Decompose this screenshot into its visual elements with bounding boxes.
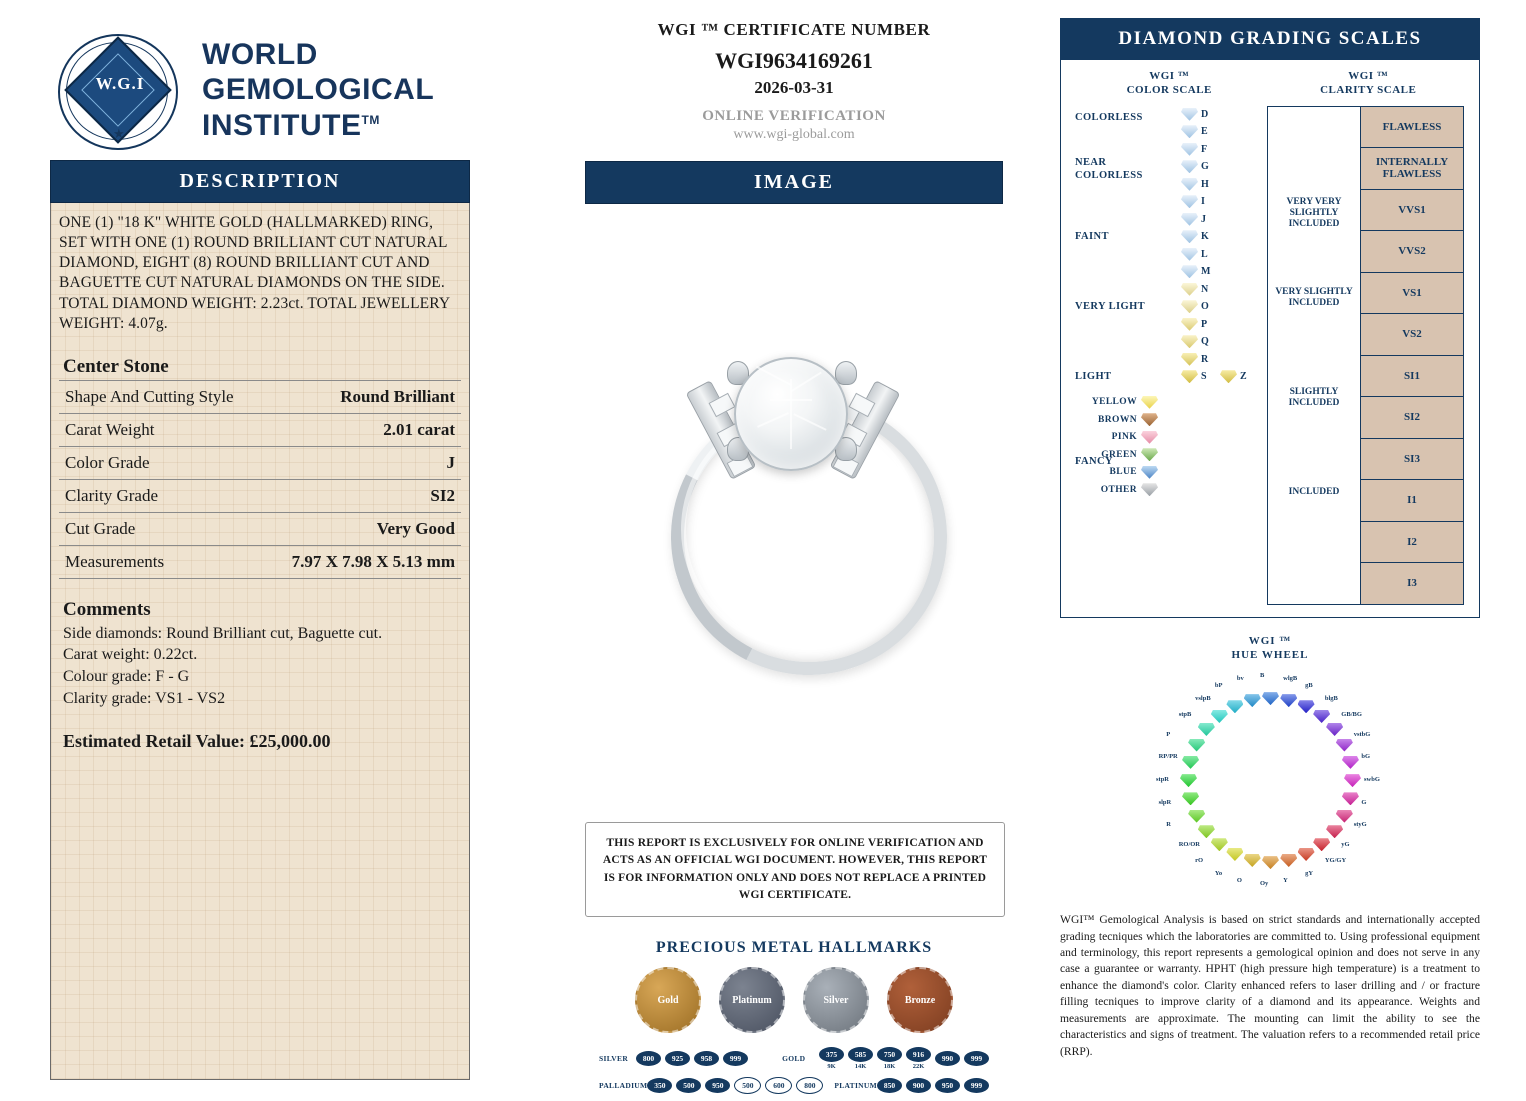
hue-label: slpR	[1158, 799, 1172, 807]
fancy-gem-icon	[1141, 483, 1158, 496]
hallmark-karat: 9K	[827, 1063, 836, 1070]
diamond-gem-icon	[1181, 195, 1198, 208]
hue-gem-icon	[1182, 756, 1199, 769]
logo-mark-text: W.G.I	[95, 74, 145, 93]
color-letter: S	[1201, 371, 1207, 383]
table-row	[59, 413, 461, 446]
hue-label: vslpB	[1195, 694, 1211, 702]
hue-label: Oy	[1260, 880, 1269, 888]
spec-value: SI2	[263, 479, 461, 512]
spec-label: Cut Grade	[59, 512, 263, 545]
online-verification-label: ONLINE VERIFICATION	[702, 108, 886, 124]
fancy-color-label: GREEN	[1101, 449, 1137, 460]
scales-headers	[1071, 70, 1469, 98]
color-letter: Z	[1240, 371, 1247, 383]
hallmark-label: SILVER	[599, 1054, 629, 1063]
color-group: FAINT	[1075, 230, 1109, 242]
table-row	[59, 380, 461, 413]
hallmarks-title: PRECIOUS METAL HALLMARKS	[655, 939, 933, 956]
hue-label: Y	[1283, 877, 1288, 885]
hue-gem-icon	[1342, 756, 1359, 769]
hue-label: stpR	[1156, 776, 1170, 784]
clarity-group-labels	[1268, 107, 1361, 604]
diamond-gem-icon	[1181, 143, 1198, 156]
certificate-title: WGI ™ CERTIFICATE NUMBER	[657, 20, 931, 39]
hue-gem-icon	[1226, 700, 1243, 713]
hallmark-karat: 22K	[912, 1063, 925, 1070]
ring-photo	[585, 204, 1003, 804]
hallmark-chip: 585	[848, 1047, 873, 1062]
color-group: VERY LIGHT	[1075, 300, 1146, 312]
hallmark-chip: 950	[935, 1078, 960, 1093]
hue-label: R	[1166, 821, 1171, 829]
hue-gem-icon	[1298, 848, 1315, 861]
hallmark-label: PALLADIUM	[599, 1081, 648, 1090]
fancy-gem-icon	[1141, 448, 1158, 461]
hallmark-table	[599, 1047, 989, 1094]
diamond-gem-icon	[1181, 248, 1198, 261]
spec-value: J	[263, 446, 461, 479]
hue-gem-icon	[1188, 810, 1205, 823]
color-letter: N	[1201, 283, 1209, 295]
clarity-grade: VS1	[1361, 273, 1463, 315]
certificate-number: WGI9634169261	[715, 48, 873, 73]
hue-label: O	[1236, 877, 1242, 885]
report-disclaimer: THIS REPORT IS EXCLUSIVELY FOR ONLINE VERIFICATION AND ACTS AS AN OFFICIAL WGI DOCUMENT. HOWEVER, THIS REPORT IS FOR INFORMATION ONLY AND DOES NOT REPLACE A PRINTED WGI CERTIFICATE.	[585, 822, 1005, 917]
clarity-grade: SI1	[1361, 356, 1463, 398]
hue-gem-icon	[1313, 838, 1330, 851]
hue-gem-icon	[1198, 723, 1215, 736]
table-row	[59, 479, 461, 512]
hue-label: GB/BG	[1341, 711, 1362, 719]
hallmark-label: GOLD	[782, 1054, 806, 1063]
hue-label: bG	[1361, 752, 1371, 760]
table-row	[59, 446, 461, 479]
spec-value: Round Brilliant	[263, 380, 461, 413]
center-diamond	[734, 357, 848, 471]
diamond-gem-icon	[1181, 178, 1198, 191]
color-letter: F	[1201, 143, 1208, 155]
clarity-grade: SI3	[1361, 439, 1463, 481]
image-banner: IMAGE	[585, 161, 1003, 204]
wgi-logo-icon	[50, 30, 190, 150]
fancy-color-label: OTHER	[1100, 484, 1137, 495]
hallmark-chip: 990	[935, 1051, 960, 1066]
hallmark-chip: 916	[906, 1047, 931, 1062]
verification-url[interactable]: www.wgi-global.com	[733, 127, 855, 142]
color-letter: E	[1201, 126, 1208, 138]
silver-seal-icon: Silver	[803, 967, 869, 1033]
metal-seals	[585, 967, 1003, 1033]
comments-title: Comments	[63, 598, 151, 620]
color-letter: L	[1201, 248, 1208, 260]
clarity-group: VERY VERY SLIGHTLY INCLUDED	[1286, 196, 1342, 230]
diamond-gem-icon	[1181, 160, 1198, 173]
clarity-grades	[1361, 107, 1463, 604]
color-group-labels	[1071, 106, 1181, 605]
logo-line-2: GEMOLOGICAL	[202, 73, 435, 107]
hue-label: styG	[1353, 821, 1367, 829]
clarity-grade: VS2	[1361, 314, 1463, 356]
hue-wheel-title-line2: HUE WHEEL	[1231, 648, 1309, 661]
hue-gem-icon	[1244, 854, 1261, 867]
clarity-grade: I2	[1361, 522, 1463, 564]
color-letter: G	[1201, 161, 1209, 173]
comment-line: Colour grade: F - G	[63, 668, 190, 686]
certificate-date: 2026-03-31	[754, 78, 834, 97]
comment-line: Clarity grade: VS1 - VS2	[63, 689, 226, 707]
hue-label: G	[1361, 799, 1367, 807]
hue-label: YG/GY	[1324, 857, 1347, 865]
center-stone-table	[59, 380, 461, 579]
diamond-gem-icon	[1181, 353, 1198, 366]
platinum-seal-icon: Platinum	[719, 967, 785, 1033]
hue-label: bv	[1236, 674, 1244, 682]
color-letter: H	[1201, 178, 1209, 190]
clarity-group: INCLUDED	[1288, 486, 1340, 497]
hue-label: bP	[1214, 682, 1223, 690]
hue-label: vstbG	[1353, 730, 1371, 738]
spec-value: Very Good	[263, 512, 461, 545]
hue-gem-icon	[1188, 739, 1205, 752]
hue-gem-icon	[1326, 723, 1343, 736]
logo-tm: TM	[361, 112, 380, 127]
hallmark-chip: 999	[964, 1078, 989, 1093]
gold-seal-icon: Gold	[635, 967, 701, 1033]
spec-label: Measurements	[59, 545, 263, 578]
hue-label: Yo	[1214, 869, 1223, 877]
diamond-gem-icon	[1181, 318, 1198, 331]
color-letter: D	[1201, 108, 1209, 120]
color-letter: P	[1201, 318, 1208, 330]
diamond-gem-icon	[1181, 108, 1198, 121]
fancy-color-label: PINK	[1111, 432, 1137, 443]
hallmark-chip: 750	[877, 1047, 902, 1062]
color-letter: M	[1201, 266, 1211, 278]
hallmark-karat: 18K	[883, 1063, 896, 1070]
clarity-grade: VVS2	[1361, 231, 1463, 273]
spec-label: Carat Weight	[59, 413, 263, 446]
hue-label: gY	[1305, 869, 1314, 877]
hue-gem-icon	[1262, 692, 1279, 705]
hue-gem-icon	[1280, 694, 1297, 707]
hallmark-chip: 900	[906, 1078, 931, 1093]
ring-illustration	[629, 339, 959, 669]
hallmark-chip: 375	[819, 1047, 844, 1062]
hue-gem-icon	[1280, 854, 1297, 867]
hue-wheel-title-line1: WGI ™	[1248, 634, 1292, 647]
grading-scales-banner: DIAMOND GRADING SCALES	[1060, 18, 1480, 60]
fancy-gem-icon	[1141, 466, 1158, 479]
hallmark-chip: 999	[964, 1051, 989, 1066]
hue-wheel	[1120, 668, 1420, 898]
hue-label: stpB	[1178, 711, 1192, 719]
spec-value: 7.97 X 7.98 X 5.13 mm	[263, 545, 461, 578]
hue-gem-icon	[1336, 739, 1353, 752]
hallmark-chip: 500	[734, 1077, 761, 1094]
hue-gem-icon	[1198, 825, 1215, 838]
color-group: COLORLESS	[1075, 111, 1143, 123]
color-letter: Q	[1201, 336, 1209, 348]
fancy-gem-icon	[1141, 413, 1158, 426]
diamond-gem-icon	[1181, 283, 1198, 296]
clarity-grade: VVS1	[1361, 190, 1463, 232]
hue-label: blgB	[1324, 694, 1338, 702]
color-letter: R	[1201, 353, 1209, 365]
fancy-gem-icon	[1141, 431, 1158, 444]
diamond-gem-icon	[1181, 370, 1198, 383]
hue-gem-icon	[1226, 848, 1243, 861]
clarity-grade: INTERNALLY FLAWLESS	[1361, 148, 1463, 190]
grading-scales-panel	[1060, 60, 1480, 618]
diamond-gem-icon	[1181, 265, 1198, 278]
description-body: ONE (1) "18 K" WHITE GOLD (HALLMARKED) RING, SET WITH ONE (1) ROUND BRILLIANT CUT NATURAL DIAMOND, EIGHT (8) ROUND BRILLIANT CUT AND BAGUETTE CUT NATURAL DIAMONDS ON THE SIDE. TOTAL DIAMOND WEIGHT: 2.23ct. TOTAL JEWELLERY WEIGHT: 4.07g.	[59, 214, 450, 332]
color-scale-subtitle: COLOR SCALE	[1126, 83, 1212, 96]
center-stone-title: Center Stone	[63, 355, 169, 377]
clarity-group: SLIGHTLY INCLUDED	[1288, 386, 1340, 408]
hue-gem-icon	[1182, 792, 1199, 805]
hue-label: wlgB	[1283, 674, 1298, 682]
hue-label: RP/PR	[1158, 752, 1178, 760]
clarity-scale-title: WGI ™	[1348, 70, 1389, 82]
clarity-grade: I1	[1361, 480, 1463, 522]
hallmark-chip: 999	[723, 1051, 748, 1066]
table-row	[59, 545, 461, 578]
diamond-gem-icon	[1181, 300, 1198, 313]
logo-line-3: INSTITUTE	[202, 108, 362, 142]
hallmark-chip: 500	[676, 1078, 701, 1093]
fancy-gem-icon	[1141, 396, 1158, 409]
hallmark-chip: 950	[705, 1078, 730, 1093]
hue-label: gB	[1305, 682, 1313, 690]
fancy-color-label: YELLOW	[1091, 397, 1137, 408]
hallmark-chip: 600	[765, 1077, 792, 1094]
logo-line-1: WORLD	[202, 37, 318, 71]
estimated-retail-value: Estimated Retail Value: £25,000.00	[63, 731, 331, 752]
logo-wordmark	[202, 37, 434, 143]
color-group: FANCY	[1075, 455, 1113, 467]
color-letter: O	[1201, 301, 1209, 313]
hue-gem-icon	[1313, 710, 1330, 723]
right-column	[1060, 18, 1480, 1060]
clarity-scale-table	[1267, 106, 1464, 605]
hue-label: yG	[1341, 840, 1350, 848]
left-column	[50, 20, 470, 1080]
hallmark-row-silver	[599, 1047, 989, 1070]
hue-gem-icon	[1211, 710, 1228, 723]
hue-gem-icon	[1244, 694, 1261, 707]
hue-gem-icon	[1298, 700, 1315, 713]
diamond-gem-icon	[1181, 125, 1198, 138]
clarity-grade: I3	[1361, 563, 1463, 604]
diamond-gem-icon	[1181, 230, 1198, 243]
hallmark-chip: 800	[636, 1051, 661, 1066]
hue-gem-icon	[1336, 810, 1353, 823]
hue-gem-icon	[1344, 774, 1361, 787]
fancy-color-label: BROWN	[1098, 414, 1137, 425]
hue-label: RO/OR	[1178, 840, 1200, 848]
hue-gem-icon	[1180, 774, 1197, 787]
hallmark-chip: 850	[877, 1078, 902, 1093]
table-row	[59, 512, 461, 545]
middle-column	[585, 20, 1003, 1101]
comment-line: Side diamonds: Round Brilliant cut, Baguette cut.	[63, 624, 383, 642]
spec-label: Color Grade	[59, 446, 263, 479]
hue-label: B	[1260, 672, 1265, 680]
hue-wheel-title	[1060, 634, 1480, 663]
hue-gem-icon	[1211, 838, 1228, 851]
scale-body	[1071, 106, 1469, 605]
footer-disclaimer: WGI™ Gemological Analysis is based on strict standards and internationally accepted grading tecniques which the laboratories are committed to. Using professional equipment and terminology, this report represents a gemological opinion and does not serve in any case a guarantee or warranty. HPHT (high pressure high temperature) is a treatment to enhance the diamond's color. Clarity enhanced refers to laser drilling and / or fracture filling tecniques to improve clarity of a diamond and its appearance. Weights and measurements are approximate. The mounting can limit the ability to see the characteristics and signs of treatment. The valuation refers to a recommended retail price (RRP).	[1060, 913, 1480, 1058]
hue-label: rO	[1195, 857, 1204, 865]
certificate-header	[585, 20, 1003, 143]
hue-label: swbG	[1364, 776, 1380, 784]
clarity-scale-subtitle: CLARITY SCALE	[1320, 83, 1417, 96]
color-letter: J	[1201, 213, 1206, 225]
fancy-color-label: BLUE	[1109, 467, 1137, 478]
color-group: NEAR COLORLESS	[1075, 156, 1143, 181]
spec-label: Shape And Cutting Style	[59, 380, 263, 413]
clarity-group: VERY SLIGHTLY INCLUDED	[1275, 286, 1353, 308]
color-letter: K	[1201, 231, 1209, 243]
description-banner: DESCRIPTION	[50, 160, 470, 203]
hue-label: P	[1166, 730, 1171, 738]
hallmark-chip: 350	[647, 1078, 672, 1093]
clarity-grade: FLAWLESS	[1361, 107, 1463, 149]
hallmark-chip: 958	[694, 1051, 719, 1066]
wgi-logo	[50, 20, 470, 160]
bronze-seal-icon: Bronze	[887, 967, 953, 1033]
diamond-gem-icon	[1220, 370, 1237, 383]
hallmark-chip: 925	[665, 1051, 690, 1066]
spec-value: 2.01 carat	[263, 413, 461, 446]
hue-gem-icon	[1262, 856, 1279, 869]
color-scale-title: WGI ™	[1149, 70, 1190, 82]
clarity-grade: SI2	[1361, 397, 1463, 439]
color-group: LIGHT	[1075, 370, 1112, 382]
color-letter: I	[1201, 196, 1205, 208]
hue-gem-icon	[1326, 825, 1343, 838]
comment-line: Carat weight: 0.22ct.	[63, 646, 198, 664]
spec-label: Clarity Grade	[59, 479, 263, 512]
hallmark-karat: 14K	[854, 1063, 867, 1070]
hallmark-chip: 800	[796, 1077, 823, 1094]
diamond-gem-icon	[1181, 213, 1198, 226]
star-icon: ★	[113, 126, 125, 141]
hue-gem-icon	[1342, 792, 1359, 805]
diamond-gem-icon	[1181, 335, 1198, 348]
description-panel	[50, 203, 470, 1080]
color-letter-scale	[1181, 106, 1261, 605]
hallmark-label: PLATINUM	[834, 1081, 877, 1090]
